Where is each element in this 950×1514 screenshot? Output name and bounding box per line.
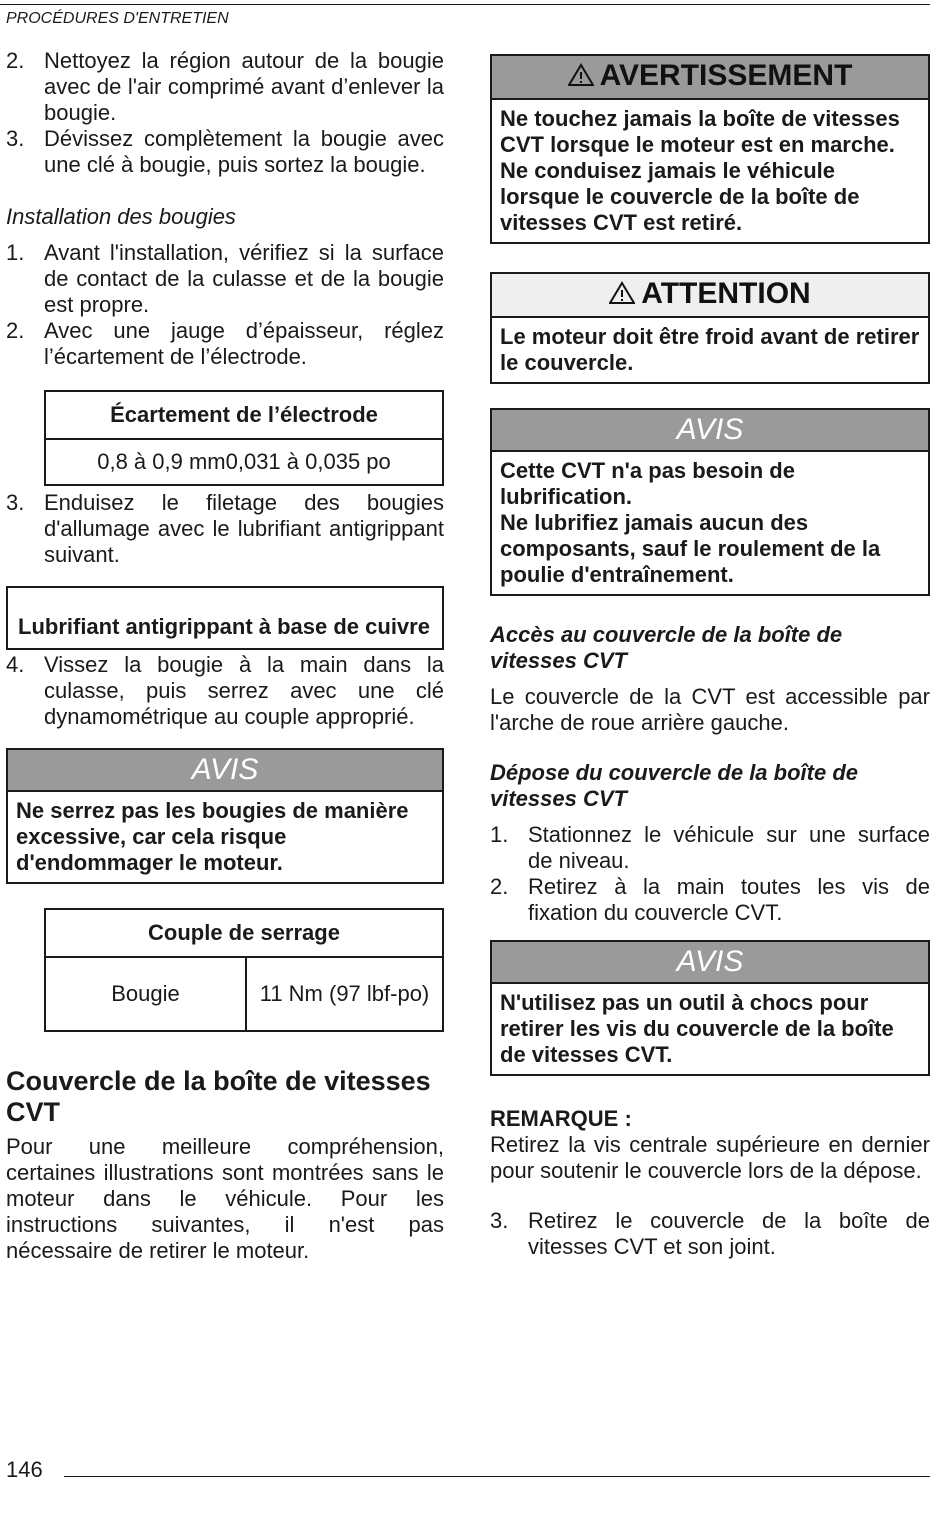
list-item: [6, 652, 444, 730]
steps-list-b: [6, 240, 444, 370]
electrode-gap-table: [44, 390, 444, 486]
step-number: 3.: [6, 126, 25, 151]
subsection-text: Le couvercle de la CVT est accessible par l'arche de roue arrière gauche.: [490, 684, 930, 735]
subsection-title: Dépose du couvercle de la boîte de vitesses CVT: [490, 760, 858, 811]
list-item: [6, 490, 444, 568]
notice-line: Cette CVT n'a pas besoin de lubrification.: [500, 458, 795, 509]
table-cell: 11 Nm (97 lbf-po): [259, 981, 430, 1006]
right-column: [490, 54, 930, 1260]
table-row: [46, 958, 442, 1030]
warning-notice: [490, 54, 930, 244]
table-header: Couple de serrage: [46, 910, 442, 958]
list-item: [6, 126, 444, 178]
step-number: 2.: [6, 48, 25, 73]
step-text: Nettoyez la région autour de la bougie avec de l'air comprimé avant d’enlever la bougie.: [44, 48, 444, 125]
list-item: [490, 1208, 930, 1260]
steps-list: [490, 1208, 930, 1260]
notice-title: AVIS: [492, 942, 928, 984]
steps-list-d: [6, 652, 444, 730]
section-intro: Pour une meilleure compréhension, certaines illustrations sont montrées sans le moteur dans le véhicule. Pour les instructions suivantes, il n'est pas nécessaire de retirer le moteur.: [6, 1134, 444, 1263]
notice-title-text: AVERTISSEMENT: [599, 59, 853, 92]
step-number: 3.: [6, 490, 25, 515]
list-item: [490, 822, 930, 874]
notice-text: N'utilisez pas un outil à chocs pour retirer les vis du couvercle de la boîte de vitesses CVT.: [500, 990, 894, 1067]
header-rule: [0, 4, 930, 5]
notice-line: Ne touchez jamais la boîte de vitesses CVT lorsque le moteur est en marche.: [500, 106, 900, 157]
lubricant-box: Lubrifiant antigrippant à base de cuivre: [6, 586, 444, 650]
page-number: 146: [6, 1457, 43, 1482]
table-cell: Bougie: [46, 958, 247, 1030]
table-header: Écartement de l’électrode: [46, 392, 442, 440]
attention-notice: [490, 272, 930, 384]
avis-notice: [490, 940, 930, 1076]
step-text: Avec une jauge d’épaisseur, réglez l’écartement de l’électrode.: [44, 318, 444, 369]
notice-text: Le moteur doit être froid avant de retirer le couvercle.: [500, 324, 920, 375]
list-item: [6, 48, 444, 126]
notice-title-text: ATTENTION: [641, 277, 811, 310]
list-item: [6, 240, 444, 318]
table-cell: 0,8 à 0,9 mm0,031 à 0,035 po: [97, 449, 391, 474]
avis-notice: [490, 408, 930, 596]
section-header: PROCÉDURES D'ENTRETIEN: [6, 10, 229, 27]
notice-line: Ne conduisez jamais le véhicule lorsque le couvercle de la boîte de vitesses CVT est retiré.: [500, 158, 860, 235]
torque-table: [44, 908, 444, 1032]
step-text: Vissez la bougie à la main dans la culasse, puis serrez avec une clé dynamométrique au couple approprié.: [44, 652, 444, 729]
notice-title: AVIS: [8, 750, 442, 792]
step-text: Dévissez complètement la bougie avec une clé à bougie, puis sortez la bougie.: [44, 126, 444, 177]
section-title: Couvercle de la boîte de vitesses CVT: [6, 1066, 431, 1127]
step-text: Enduisez le filetage des bougies d'allumage avec le lubrifiant antigrippant suivant.: [44, 490, 444, 567]
steps-list-c: [6, 490, 444, 568]
remark-title: REMARQUE :: [490, 1106, 632, 1131]
step-number: 4.: [6, 652, 25, 677]
warning-triangle-icon: [568, 58, 594, 98]
step-text: Retirez le couvercle de la boîte de vitesses CVT et son joint.: [528, 1208, 930, 1259]
steps-list: [490, 822, 930, 926]
step-number: 1.: [6, 240, 25, 265]
step-text: Retirez à la main toutes les vis de fixation du couvercle CVT.: [528, 874, 930, 925]
step-number: 2.: [6, 318, 25, 343]
footer-rule: [64, 1476, 930, 1477]
subsection-title: Accès au couvercle de la boîte de vitesses CVT: [490, 622, 843, 673]
step-number: 1.: [490, 822, 509, 847]
remark-text: Retirez la vis centrale supérieure en dernier pour soutenir le couvercle lors de la dépose.: [490, 1132, 930, 1183]
list-item: [490, 874, 930, 926]
step-number: 2.: [490, 874, 509, 899]
notice-line: Ne lubrifiez jamais aucun des composants, sauf le roulement de la poulie d'entraînement.: [500, 510, 881, 587]
left-column: [6, 48, 444, 1264]
step-text: Stationnez le véhicule sur une surface de niveau.: [528, 822, 930, 873]
notice-text: Ne serrez pas les bougies de manière excessive, car cela risque d'endommager le moteur.: [16, 798, 409, 875]
notice-body: [492, 100, 928, 242]
notice-body: [492, 452, 928, 594]
steps-list-a: [6, 48, 444, 178]
notice-title: [492, 56, 928, 100]
avis-notice: [6, 748, 444, 884]
warning-triangle-icon: [609, 276, 635, 316]
step-number: 3.: [490, 1208, 509, 1233]
install-title: Installation des bougies: [6, 204, 236, 229]
step-text: Avant l'installation, vérifiez si la surface de contact de la culasse et de la bougie est propre.: [44, 240, 444, 317]
notice-title: [492, 274, 928, 318]
list-item: [6, 318, 444, 370]
notice-title: AVIS: [492, 410, 928, 452]
